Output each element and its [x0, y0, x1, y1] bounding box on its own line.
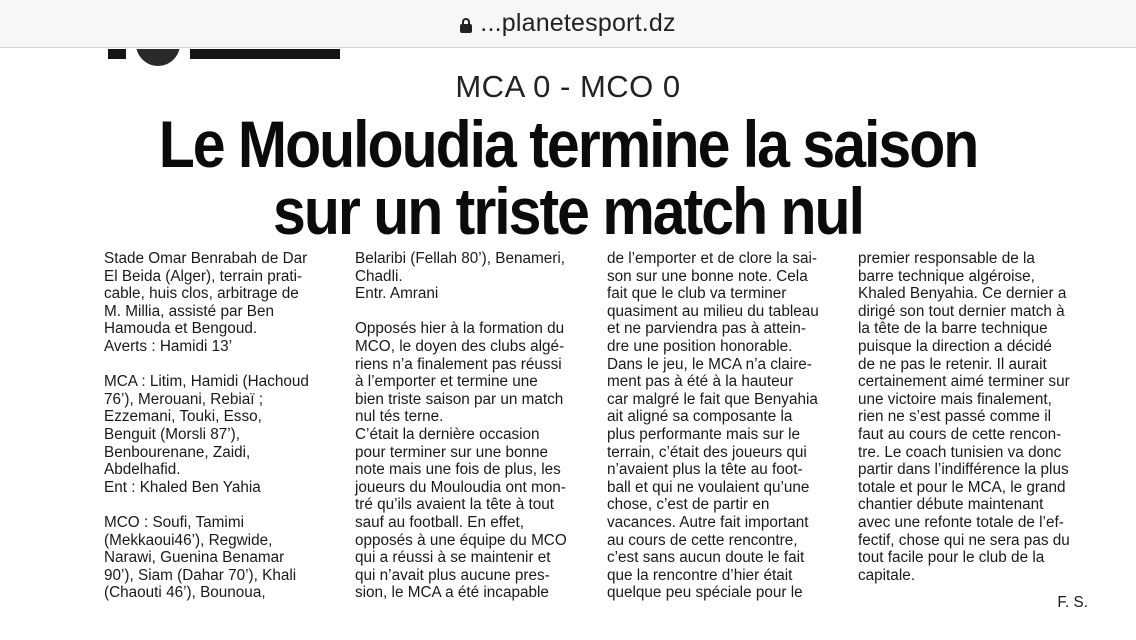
text-line: Entr. Amrani [355, 285, 439, 303]
article-headline [0, 107, 1136, 249]
text-line: son sur une bonne note. Cela [607, 267, 808, 285]
text-line: terrain, c’était des joueurs qui [607, 443, 807, 461]
text-line: riens n’a finalement pas réussi [355, 355, 562, 373]
text-line: qui n’avait plus aucune pres- [355, 566, 550, 584]
text-line: Dans le jeu, le MCA n’a claire- [607, 355, 812, 373]
author-signature: F. S. [1057, 594, 1088, 611]
text-line: cable, huis clos, arbitrage de [104, 285, 299, 303]
text-line: Chadli. [355, 267, 403, 285]
text-line: Averts : Hamidi 13’ [104, 337, 233, 355]
text-line: à l’emporter et termine une [355, 373, 538, 391]
text-line: opposés à une équipe du MCO [355, 531, 567, 549]
text-line: (Mekkaoui46’), Regwide, [104, 531, 273, 549]
text-line: car malgré le fait que Benyahia [607, 390, 818, 408]
text-column [104, 250, 336, 602]
text-line: pour terminer sur une bonne [355, 443, 549, 461]
text-line: faut au cours de cette rencon- [858, 425, 1062, 443]
text-line: Ezzemani, Touki, Esso, [104, 408, 262, 426]
text-line: 90’), Siam (Dahar 70’), Khali [104, 566, 297, 584]
text-line: (Chaouti 46’), Bounoua, [104, 584, 266, 602]
cropped-masthead-logo [108, 49, 340, 61]
text-line: c’est sans aucun doute le fait [607, 549, 805, 567]
text-line: MCA : Litim, Hamidi (Hachoud [104, 373, 309, 391]
newspaper-page [0, 49, 1136, 640]
text-line: fait que le club va terminer [607, 285, 787, 303]
text-line: M. Millia, assisté par Ben [104, 302, 275, 320]
text-line: puisque la direction a décidé [858, 337, 1052, 355]
text-line: sion, le MCA a été incapable [355, 584, 549, 602]
paragraph-gap [104, 356, 336, 374]
text-line: capitale. [858, 566, 915, 584]
text-line: rien ne s’est passé comme il [858, 408, 1051, 426]
text-line: la tête de la barre technique [858, 320, 1048, 338]
text-line: Benbourenane, Zaidi, [104, 443, 251, 461]
headline-line: sur un triste match nul [273, 174, 863, 249]
text-line: que la rencontre d’hier était [607, 566, 793, 584]
text-line: sauf au football. En effet, [355, 513, 524, 531]
text-line: fectif, chose qui ne sera pas du [858, 531, 1070, 549]
text-line: tré qu’ils avaient la tête à tout [355, 496, 554, 514]
text-line: nul tés terne. [355, 408, 444, 426]
text-line: Khaled Benyahia. Ce dernier a [858, 285, 1067, 303]
text-line: MCO : Soufi, Tamimi [104, 513, 244, 531]
text-line: au cours de cette rencontre, [607, 531, 798, 549]
text-line: chose, c’est de partir en [607, 496, 770, 514]
text-line: chantier débute maintenant [858, 496, 1044, 514]
text-line: Narawi, Guenina Benamar [104, 549, 285, 567]
text-line: totale et pour le MCA, le grand [858, 478, 1066, 496]
url-text[interactable]: ...planetesport.dz [480, 9, 676, 37]
paragraph-gap [104, 496, 336, 514]
text-line: dirigé son tout dernier match à [858, 302, 1065, 320]
text-line: tre. Le coach tunisien va donc [858, 443, 1062, 461]
text-line: avec une refonte totale de l’ef- [858, 513, 1064, 531]
text-line: premier responsable de la [858, 250, 1035, 267]
text-line: Opposés hier à la formation du [355, 320, 565, 338]
text-line: 76’), Merouani, Rebiaï ; [104, 390, 263, 408]
text-line: de l’emporter et de clore la sai- [607, 250, 818, 267]
text-line: ait aligné sa composante la [607, 408, 793, 426]
text-line: ment pas à été à la hauteur [607, 373, 794, 391]
headline-line: Le Mouloudia termine la saison [158, 107, 978, 182]
text-line: partir dans l’indifférence la plus [858, 461, 1069, 479]
text-line: El Beida (Alger), terrain prati- [104, 267, 303, 285]
text-line: une victoire mais finalement, [858, 390, 1052, 408]
text-line: note mais une fois de plus, les [355, 461, 561, 479]
text-line: n’avaient plus la tête au foot- [607, 461, 803, 479]
text-line: Ent : Khaled Ben Yahia [104, 478, 261, 496]
text-line: quasiment au milieu du tableau [607, 302, 819, 320]
text-line: C’était la dernière occasion [355, 425, 540, 443]
text-line: joueurs du Mouloudia ont mon- [355, 478, 566, 496]
text-line: MCO, le doyen des clubs algé- [355, 337, 565, 355]
text-line: quelque peu spéciale pour le [607, 584, 803, 602]
text-line: qui a réussi à se maintenir et [355, 549, 551, 567]
paragraph-gap [355, 303, 587, 321]
text-line: et ne parviendra pas à attein- [607, 320, 806, 338]
text-line: Abdelhafid. [104, 461, 181, 479]
text-line: tout facile pour le club de la [858, 549, 1045, 567]
text-column [858, 250, 1090, 584]
browser-address-bar[interactable] [0, 0, 1136, 48]
text-line: vacances. Autre fait important [607, 513, 809, 531]
lock-icon [460, 18, 472, 33]
text-line: Stade Omar Benrabah de Dar [104, 250, 308, 267]
text-line: dre une position honorable. [607, 337, 793, 355]
article-kicker: MCA 0 - MCO 0 [455, 69, 681, 104]
text-line: certainement aimé terminer sur [858, 373, 1070, 391]
text-line: plus performante mais sur le [607, 425, 800, 443]
text-line: de ne pas le retenir. Il aurait [858, 355, 1047, 373]
text-column [607, 250, 839, 602]
text-line: Hamouda et Bengoud. [104, 320, 258, 338]
text-line: Benguit (Morsli 87’), [104, 425, 241, 443]
text-line: barre technique algéroise, [858, 267, 1035, 285]
text-line: Belaribi (Fellah 80’), Benameri, [355, 250, 565, 267]
text-line: bien triste saison par un match [355, 390, 564, 408]
text-column [355, 250, 587, 602]
text-line: ball et qui ne voulaient qu’une [607, 478, 810, 496]
